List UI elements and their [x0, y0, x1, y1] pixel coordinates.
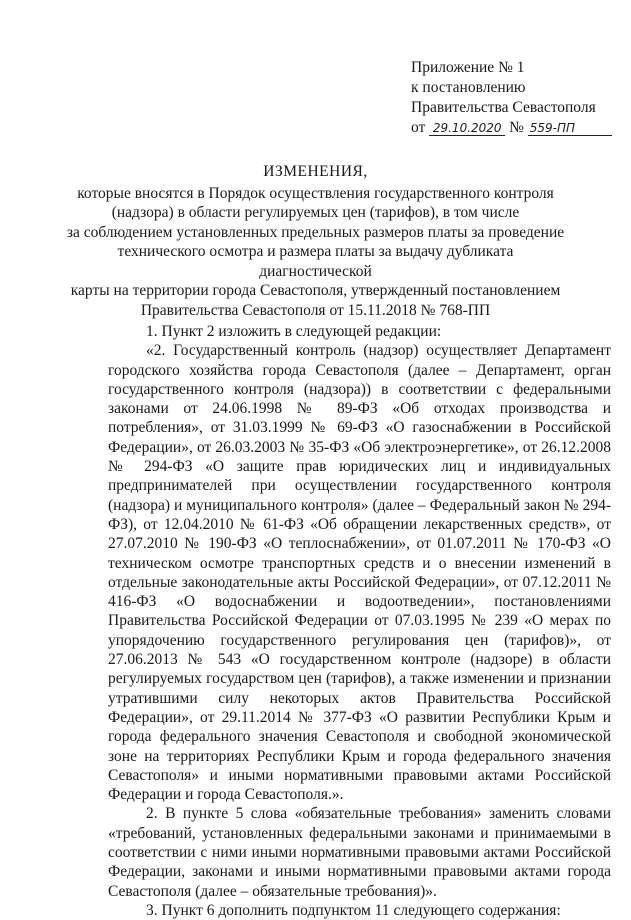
from-label: от: [411, 119, 426, 136]
handwritten-number: 559-ПП: [528, 121, 612, 136]
heading-title: ИЗМЕНЕНИЯ,: [263, 163, 368, 180]
heading-subtitle-line: карты на территории города Севастополя, утвержденный постановлением: [70, 282, 561, 299]
heading-subtitle-line: (надзора) в области регулируемых цен (тарифов), в том числе: [111, 204, 520, 221]
document-heading: [60, 162, 571, 320]
heading-subtitle-line: которые вносятся в Порядок осуществления государственного контроля: [77, 184, 554, 202]
paragraph-3: 2. В пункте 5 слова «обязательные требования» заменить словами «требований, установленных федеральными законами и принимаемыми в соответствии с ними иными нормативными правовыми актами Российской Федерации, законами и иными нормативными правовыми актами города Севастополя (далее – обязательные требования)».: [108, 805, 611, 900]
paragraph-4: 3. Пункт 6 дополнить подпунктом 11 следующего содержания:: [146, 901, 561, 919]
paragraph-1: 1. Пункт 2 изложить в следующей редакции:: [146, 323, 442, 340]
heading-subtitle-line: за соблюдением установленных предельных размеров платы за проведение: [66, 223, 565, 241]
appendix-to-resolution: к постановлению: [411, 79, 526, 96]
heading-subtitle-line: Правительства Севастополя от 15.11.2018 № 768-ПП: [140, 301, 491, 319]
appendix-block: [411, 58, 626, 138]
appendix-government: Правительства Севастополя: [411, 99, 596, 116]
appendix-date-number-line: [411, 118, 626, 138]
number-label: №: [509, 119, 524, 136]
appendix-number: Приложение № 1: [411, 59, 525, 76]
heading-subtitle-line: технического осмотра и размера платы за выдачу дубликата диагностической: [117, 243, 514, 280]
handwritten-date: 29.10.2020: [429, 121, 505, 136]
document-body: [108, 322, 611, 920]
paragraph-2: «2. Государственный контроль (надзор) осуществляет Департамент городского хозяйства города Севастополя (далее – Департамент, орган государственного контроля (надзора)) в соответствии с федеральными законами от 24.06.1998 № 89-ФЗ «Об отходах производства и потребления», от 31.03.1999 № 69-ФЗ «О газоснабжении в Российской Федерации», от 26.03.2003 № 35-ФЗ «Об электроэнергетике», от 26.12.2008 № 294-ФЗ «О защите прав юридических лиц и индивидуальных предпринимателей при осуществлении государственного контроля (надзора) и муниципального контроля» (далее – Федеральный закон № 294-ФЗ), от 12.04.2010 № 61-ФЗ «Об обращении лекарственных средств», от 27.07.2010 № 190-ФЗ «О теплоснабжении», от 01.07.2011 № 170-ФЗ «О техническом осмотре транспортных средств и о внесении изменений в отдельные законодательные акты Российской Федерации», от 07.12.2011 № 416-ФЗ «О водоснабжении и водоотведении», постановлениями Правительства Российской Федерации от 07.03.1995 № 239 «О мерах по упорядочению государственного регулирования цен (тарифов)», от 27.06.2013 № 543 «О государственном контроле (надзоре) в области регулируемых государством цен (тарифов), а также изменении и признании утратившими силу некоторых актов Правительства Российской Федерации», от 29.11.2014 № 377-ФЗ «О развитии Республики Крым и города федерального значения Севастополя и свободной экономической зоне на территориях Республики Крым и города федерального значения Севастополя» и иными нормативными правовыми актами Российской Федерации и города Севастополя.».: [108, 342, 611, 804]
